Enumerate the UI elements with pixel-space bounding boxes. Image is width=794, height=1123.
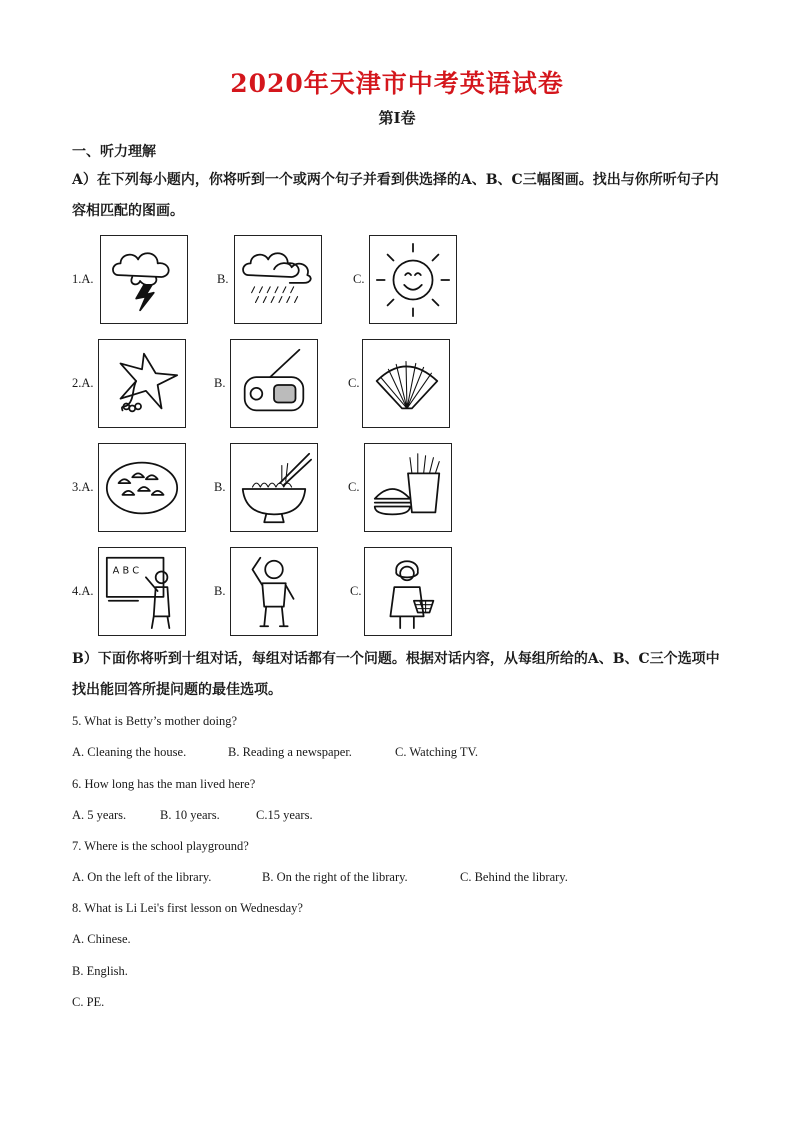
page-title: 2020年天津市中考英语试卷 [230,69,564,98]
question-5: 5. What is Betty’s mother doing? [72,714,238,728]
question-8: 8. What is Li Lei's first lesson on Wednesday? [72,901,303,915]
row-3-label-a: 3.A. [72,480,94,494]
q7-option-a[interactable]: A. On the left of the library. [72,870,212,884]
radio-icon[interactable] [230,339,318,428]
row-4-label-a: 4.A. [72,584,94,598]
row-1-label-c: C. [353,272,365,286]
question-7: 7. Where is the school playground? [72,839,249,853]
thunderstorm-icon[interactable] [100,235,188,324]
row-2-label-c: C. [348,376,360,390]
burger-fries-icon[interactable] [364,443,452,532]
sun-icon[interactable] [369,235,457,324]
q7-option-c[interactable]: C. Behind the library. [460,870,568,884]
row-1-label-a: 1.A. [72,272,94,286]
kite-icon[interactable] [98,339,186,428]
q5-option-c[interactable]: C. Watching TV. [395,745,479,759]
q6-option-b[interactable]: B. 10 years. [160,808,220,822]
svg-text:A B C: A B C [112,565,140,577]
question-6: 6. How long has the man lived here? [72,777,256,791]
q5-option-a[interactable]: A. Cleaning the house. [72,745,187,759]
man-exercising-icon[interactable] [230,547,318,636]
row-3-label-b: B. [214,480,226,494]
part-b-instructions: B）下面你将听到十组对话，每组对话都有一个问题。根据对话内容，从每组所给的A、B、C三个选项中找出能回答所提问题的最佳选项。 [72,651,720,698]
fan-icon[interactable] [362,339,450,428]
part-a-instructions: A）在下列每小题内，你将听到一个或两个句子并看到供选择的A、B、C三幅图画。找出与你所听句子内容相匹配的图画。 [72,172,719,219]
volume-label: 第Ⅰ卷 [378,109,416,127]
row-2-label-b: B. [214,376,226,390]
row-4-label-c: C. [350,584,362,598]
rain-cloud-icon[interactable] [234,235,322,324]
q6-option-a[interactable]: A. 5 years. [72,808,127,822]
section-heading-listening: 一、听力理解 [72,144,156,160]
noodles-icon[interactable] [230,443,318,532]
q5-option-b[interactable]: B. Reading a newspaper. [228,745,352,759]
dumplings-icon[interactable] [98,443,186,532]
row-4-label-b: B. [214,584,226,598]
woman-shopping-icon[interactable] [364,547,452,636]
row-3-label-c: C. [348,480,360,494]
row-1-label-b: B. [217,272,229,286]
q7-option-b[interactable]: B. On the right of the library. [262,870,408,884]
row-2-label-a: 2.A. [72,376,94,390]
q6-option-c[interactable]: C.15 years. [256,808,313,822]
q8-option-a[interactable]: A. Chinese. [72,932,131,946]
q8-option-c[interactable]: C. PE. [72,995,105,1009]
q8-option-b[interactable]: B. English. [72,964,128,978]
teacher-icon[interactable] [98,547,186,636]
